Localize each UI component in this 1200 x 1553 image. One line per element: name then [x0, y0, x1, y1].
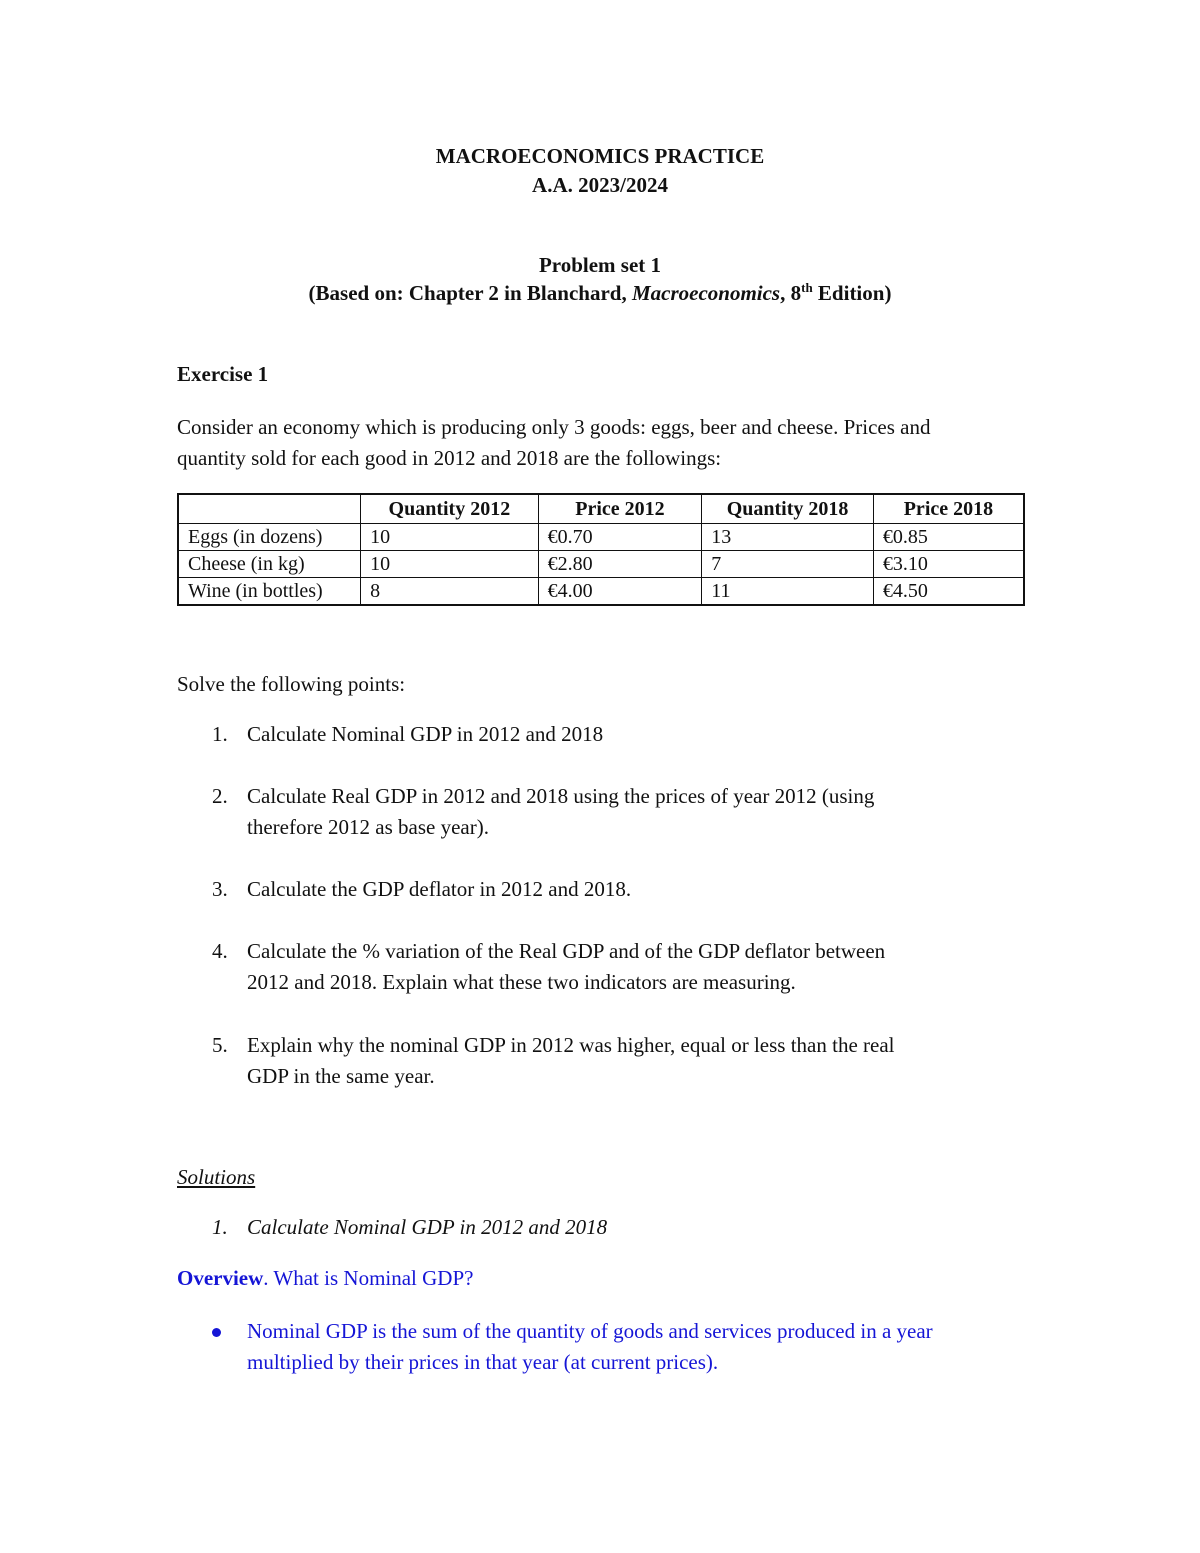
edition-pre: , 8	[780, 281, 802, 305]
table-cell: Eggs (in dozens)	[178, 524, 361, 551]
table-cell: 8	[361, 578, 539, 606]
table-cell: 10	[361, 524, 539, 551]
edition-sup: th	[801, 280, 813, 295]
bullet-line: multiplied by their prices in that year (at current prices).	[247, 1350, 719, 1374]
exercise-intro	[177, 412, 1037, 474]
table-cell: €0.70	[538, 524, 702, 551]
table-row	[178, 551, 1024, 578]
list-item-line: therefore 2012 as base year).	[247, 815, 489, 839]
overview-line	[177, 1266, 473, 1291]
list-item-line: 2012 and 2018. Explain what these two indicators are measuring.	[247, 970, 796, 994]
table-header-cell: Quantity 2018	[702, 494, 874, 524]
bullet-line: Nominal GDP is the sum of the quantity of goods and services produced in a year	[247, 1319, 933, 1343]
based-on-line	[0, 281, 1200, 306]
table-cell: 7	[702, 551, 874, 578]
list-item-number: 3.	[212, 877, 228, 901]
solution-item-text: Calculate Nominal GDP in 2012 and 2018	[247, 1215, 608, 1239]
table-header-cell: Price 2018	[873, 494, 1024, 524]
exercise-intro-line2: quantity sold for each good in 2012 and 2018 are the followings:	[177, 446, 722, 470]
list-item-number: 1.	[212, 722, 228, 746]
table-cell: Wine (in bottles)	[178, 578, 361, 606]
table-cell: €4.00	[538, 578, 702, 606]
points-intro: Solve the following points:	[177, 672, 406, 696]
problem-set-title: Problem set 1	[538, 253, 662, 277]
list-item-text	[247, 781, 1007, 843]
overview-label: Overview	[177, 1266, 264, 1290]
document-title: MACROECONOMICS PRACTICE	[435, 144, 765, 168]
table-cell: €0.85	[873, 524, 1024, 551]
table-header-cell: Quantity 2012	[361, 494, 539, 524]
table-header-cell: Price 2012	[538, 494, 702, 524]
list-item-number: 2.	[212, 784, 228, 808]
solutions-heading: Solutions	[177, 1165, 256, 1189]
solution-item-number: 1.	[212, 1215, 228, 1239]
exercise-heading: Exercise 1	[177, 362, 269, 386]
table-cell: €3.10	[873, 551, 1024, 578]
list-item-text	[247, 719, 1007, 750]
list-item-line: Calculate the GDP deflator in 2012 and 2018.	[247, 877, 632, 901]
exercise-intro-line1: Consider an economy which is producing only 3 goods: eggs, beer and cheese. Prices and	[177, 415, 931, 439]
list-item-line: Calculate Nominal GDP in 2012 and 2018	[247, 722, 604, 746]
table-row	[178, 578, 1024, 606]
overview-question: . What is Nominal GDP?	[263, 1266, 474, 1290]
list-item-text	[247, 874, 1007, 905]
list-item-line: Calculate the % variation of the Real GDP and of the GDP deflator between	[247, 939, 886, 963]
table-cell: €4.50	[873, 578, 1024, 606]
table-cell: 11	[702, 578, 874, 606]
book-title: Macroeconomics	[631, 281, 781, 305]
table-row	[178, 524, 1024, 551]
list-item-line: Calculate Real GDP in 2012 and 2018 using the prices of year 2012 (using	[247, 784, 875, 808]
based-on-suffix: Edition)	[812, 281, 892, 305]
list-item-text	[247, 1030, 1007, 1092]
table-cell: Cheese (in kg)	[178, 551, 361, 578]
list-item-number: 5.	[212, 1033, 228, 1057]
list-item-number: 4.	[212, 939, 228, 963]
table-cell: €2.80	[538, 551, 702, 578]
table-header-row	[178, 494, 1024, 524]
list-item-text	[247, 936, 1007, 998]
list-item-line: GDP in the same year.	[247, 1064, 435, 1088]
based-on-prefix: (Based on: Chapter 2 in Blanchard,	[308, 281, 632, 305]
bullet-dot-icon	[212, 1328, 221, 1337]
prices-quantities-table	[177, 493, 1025, 606]
list-item-line: Explain why the nominal GDP in 2012 was higher, equal or less than the real	[247, 1033, 895, 1057]
bullet-text	[247, 1316, 1047, 1378]
academic-year: A.A. 2023/2024	[532, 173, 668, 197]
table-header-cell	[178, 494, 361, 524]
table-cell: 13	[702, 524, 874, 551]
table-cell: 10	[361, 551, 539, 578]
